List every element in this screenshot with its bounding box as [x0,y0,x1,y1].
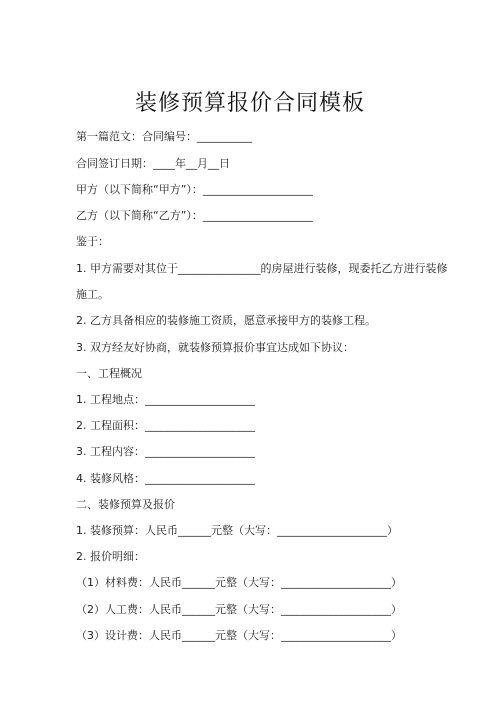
design-fee-line: （3）设计费：人民币______元整（大写：____________________） [76,629,402,642]
decoration-style-line: 4. 装修风格：____________________ [76,472,255,485]
project-area-line: 2. 工程面积：____________________ [76,419,255,432]
whereas-heading: 鉴于： [76,235,109,248]
project-content-line: 3. 工程内容：____________________ [76,445,255,458]
budget-total-line: 1. 装修预算：人民币______元整（大写：____________________） [76,524,398,537]
material-fee-line: （1）材料费：人民币______元整（大写：____________________） [76,576,402,589]
clause-1-continuation: 施工。 [76,288,109,301]
section-1-heading: 一、工程概况 [76,367,142,380]
party-a-line: 甲方（以下简称“甲方”）：____________________ [76,183,313,196]
signing-date-line: 合同签订日期：____年__月__日 [76,157,230,170]
party-b-line: 乙方（以下简称“乙方”）：____________________ [76,209,313,222]
document-title: 装修预算报价合同模板 [134,91,365,116]
clause-3-line: 3. 双方经友好协商，就装修预算报价事宜达成如下协议： [76,341,354,354]
quote-detail-heading: 2. 报价明细： [76,550,145,563]
clause-2-line: 2. 乙方具备相应的装修施工资质，愿意承接甲方的装修工程。 [76,314,376,327]
clause-1-line: 1. 甲方需要对其位于_______________的房屋进行装修，现委托乙方进行装修 [76,262,448,275]
project-location-line: 1. 工程地点：____________________ [76,393,255,406]
section-2-heading: 二、装修预算及报价 [76,498,175,511]
labor-fee-line: （2）人工费：人民币______元整（大写：____________________） [76,603,402,616]
contract-number-line: 第一篇范文：合同编号：__________ [76,130,252,143]
